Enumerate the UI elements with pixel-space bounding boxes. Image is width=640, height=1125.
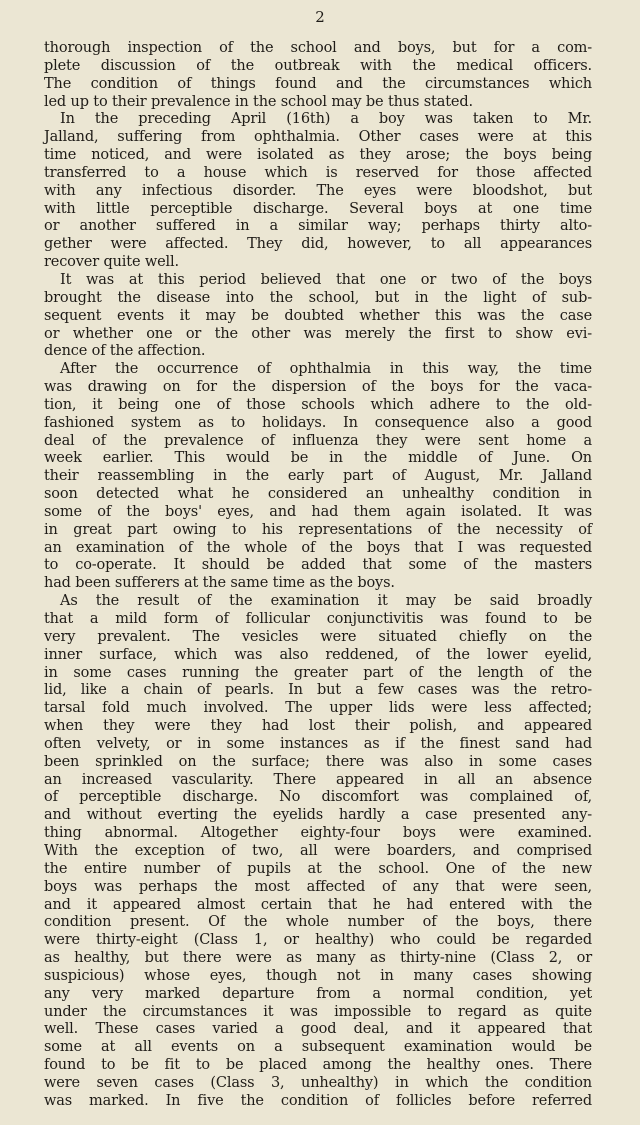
text-line: boys was perhaps the most affected of any that were seen,: [44, 878, 592, 895]
text-line: sequent events it may be doubted whether this was the case: [44, 307, 592, 324]
text-line: or whether one or the other was merely the first to show evi-: [44, 325, 592, 342]
page-number: 2: [315, 8, 325, 26]
text-line: tarsal fold much involved. The upper lids were less affected;: [44, 700, 592, 717]
text-line: or another suffered in a similar way; perhaps thirty alto-: [44, 218, 592, 235]
text-line: as healthy, but there were as many as thirty-nine (Class 2, or: [44, 950, 592, 967]
text-line: found to be fit to be placed among the healthy ones. There: [44, 1057, 592, 1074]
text-line: suspicious) whose eyes, though not in many cases showing: [44, 967, 592, 984]
text-line: in great part owing to his representations of the necessity of: [44, 521, 592, 538]
text-line: fashioned system as to holidays. In consequence also a good: [44, 414, 592, 431]
text-line: In the preceding April (16th) a boy was taken to Mr.: [60, 111, 592, 128]
text-line: After the occurrence of ophthalmia in this way, the time: [60, 361, 592, 378]
text-line: deal of the prevalence of influenza they were sent home a: [44, 432, 592, 449]
text-line: to co-operate. It should be added that some of the masters: [44, 557, 592, 574]
text-line: well. These cases varied a good deal, and it appeared that: [44, 1021, 592, 1038]
text-line: soon detected what he considered an unhealthy condition in: [44, 486, 592, 503]
text-line: their reassembling in the early part of August, Mr. Jalland: [44, 468, 592, 485]
text-line: week earlier. This would be in the middle of June. On: [44, 450, 592, 467]
text-line: With the exception of two, all were boarders, and comprised: [44, 842, 592, 859]
text-line: some of the boys' eyes, and had them again isolated. It was: [44, 503, 592, 520]
text-line: As the result of the examination it may be said broadly: [60, 593, 592, 610]
text-line: had been sufferers at the same time as the boys.: [44, 575, 395, 592]
text-line: time noticed, and were isolated as they arose; the boys being: [44, 147, 592, 164]
text-line: inner surface, which was also reddened, of the lower eyelid,: [44, 646, 592, 663]
text-line: tion, it being one of those schools which adhere to the old-: [44, 396, 592, 413]
text-line: dence of the affection.: [44, 343, 206, 360]
text-line: when they were they had lost their polish, and appeared: [44, 718, 592, 735]
text-line: transferred to a house which is reserved for those affected: [44, 164, 592, 181]
text-line: any very marked departure from a normal condition, yet: [44, 985, 592, 1002]
text-line: were seven cases (Class 3, unhealthy) in which the condition: [44, 1074, 592, 1091]
text-line: recover quite well.: [44, 254, 179, 271]
text-line: gether were affected. They did, however, to all appearances: [44, 236, 592, 253]
text-line: of perceptible discharge. No discomfort was complained of,: [44, 789, 592, 806]
text-line: the entire number of pupils at the school. One of the new: [44, 860, 592, 877]
text-line: led up to their prevalence in the school may be thus stated.: [44, 93, 473, 110]
text-line: The condition of things found and the circumstances which: [44, 75, 592, 92]
text-line: It was at this period believed that one or two of the boys: [60, 271, 592, 288]
body-text: [44, 40, 592, 1111]
text-line: and it appeared almost certain that he had entered with the: [44, 896, 592, 913]
text-line: was drawing on for the dispersion of the boys for the vaca-: [44, 379, 592, 396]
text-line: some at all events on a subsequent examination would be: [44, 1039, 592, 1056]
text-line: an examination of the whole of the boys that I was requested: [44, 539, 592, 556]
text-line: was marked. In five the condition of follicles before referred: [44, 1092, 592, 1109]
text-line: brought the disease into the school, but in the light of sub-: [44, 289, 592, 306]
text-line: Jalland, suffering from ophthalmia. Other cases were at this: [44, 129, 592, 146]
text-line: with little perceptible discharge. Several boys at one time: [44, 200, 592, 217]
text-line: and without everting the eyelids hardly a case presented any-: [44, 807, 592, 824]
text-line: with any infectious disorder. The eyes were bloodshot, but: [44, 182, 592, 199]
text-line: thorough inspection of the school and boys, but for a com-: [44, 40, 592, 56]
text-line: condition present. Of the whole number of the boys, there: [44, 914, 592, 931]
text-line: plete discussion of the outbreak with the medical officers.: [44, 57, 592, 74]
text-line: very prevalent. The vesicles were situated chiefly on the: [44, 628, 592, 645]
text-line: were thirty-eight (Class 1, or healthy) who could be regarded: [44, 932, 592, 949]
text-line: lid, like a chain of pearls. In but a few cases was the retro-: [44, 682, 592, 699]
text-line: under the circumstances it was impossible to regard as quite: [44, 1003, 592, 1020]
text-line: thing abnormal. Altogether eighty-four boys were examined.: [44, 825, 592, 842]
text-line: been sprinkled on the surface; there was also in some cases: [44, 753, 592, 770]
text-line: often velvety, or in some instances as if the finest sand had: [44, 735, 592, 752]
text-line: in some cases running the greater part of the length of the: [44, 664, 592, 681]
text-line: that a mild form of follicular conjunctivitis was found to be: [44, 611, 592, 627]
text-line: an increased vascularity. There appeared in all an absence: [44, 771, 592, 788]
